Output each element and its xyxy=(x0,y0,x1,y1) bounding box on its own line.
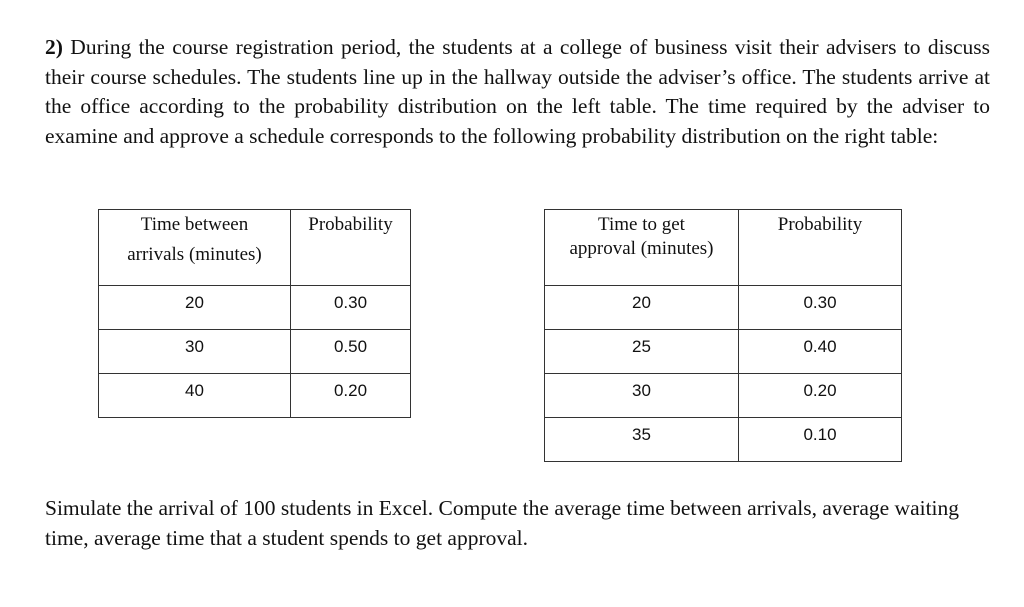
table-header-row xyxy=(545,210,902,286)
table-row xyxy=(545,286,902,330)
cell-value: 20 xyxy=(545,286,739,330)
table-row xyxy=(545,330,902,374)
cell-probability: 0.30 xyxy=(739,286,902,330)
table-row xyxy=(99,286,411,330)
cell-probability: 0.10 xyxy=(739,418,902,462)
approval-time-table xyxy=(544,209,902,462)
table-row xyxy=(99,374,411,418)
table-row xyxy=(545,374,902,418)
table-row xyxy=(99,330,411,374)
arrival-time-table xyxy=(98,209,411,418)
simulation-instructions: Simulate the arrival of 100 students in Excel. Compute the average time between arrivals, average waiting time, average time that a student spends to get approval. xyxy=(45,496,960,550)
cell-probability: 0.20 xyxy=(291,374,411,418)
cell-value: 30 xyxy=(99,330,291,374)
cell-value: 30 xyxy=(545,374,739,418)
cell-probability: 0.30 xyxy=(291,286,411,330)
header-probability: Probability xyxy=(739,210,902,286)
problem-statement xyxy=(45,33,990,151)
cell-value: 40 xyxy=(99,374,291,418)
problem-text: During the course registration period, the students at a college of business visit their advisers to discuss their course schedules. The students line up in the hallway outside the adviser’s office. The students arrive at the office according to the probability distribution on the left table. The time required by the adviser to examine and approve a schedule corresponds to the following probability distribution on the right table: xyxy=(45,35,991,148)
cell-probability: 0.50 xyxy=(291,330,411,374)
problem-number: 2) xyxy=(45,35,63,59)
cell-probability: 0.40 xyxy=(739,330,902,374)
cell-probability: 0.20 xyxy=(739,374,902,418)
cell-value: 35 xyxy=(545,418,739,462)
header-probability: Probability xyxy=(291,210,411,286)
cell-value: 20 xyxy=(99,286,291,330)
table-row xyxy=(545,418,902,462)
header-time-between-arrivals: Time between arrivals (minutes) xyxy=(99,210,291,286)
cell-value: 25 xyxy=(545,330,739,374)
header-time-to-get-approval: Time to get approval (minutes) xyxy=(545,210,739,286)
table-header-row xyxy=(99,210,411,286)
